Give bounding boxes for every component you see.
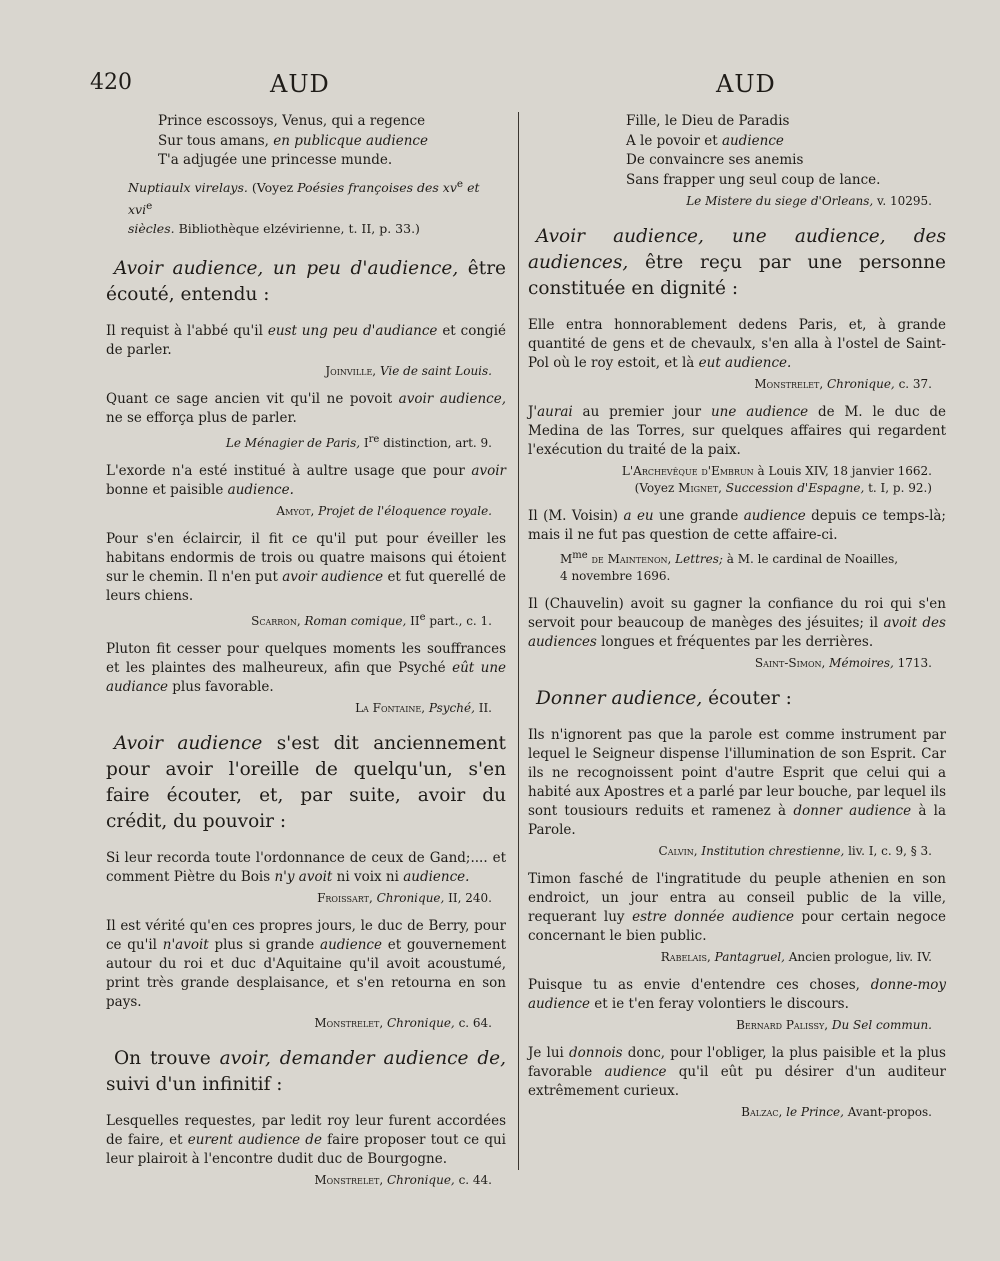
quotation: J'aurai au premier jour une audience de M. le duc de Medina de las Torres, sur quelques affaires qui regardent l'exécution du traité de la paix. — [528, 404, 946, 458]
quotation: Puisque tu as envie d'entendre ces choses, donne-moy audience et ie t'en feray volontiers le discours. — [528, 977, 946, 1012]
verse-quote: Fille, le Dieu de Paradis A le povoir et audience De convaincre ses anemis Sans frapper ung seul coup de lance. — [626, 113, 881, 188]
quotation: Pluton fit cesser pour quelques moments les souffrances et les plaintes des malheureux, afin que Psyché eût une audiance plus favorable. — [106, 640, 506, 695]
citation: Monstrelet, Chronique, c. 44. — [314, 1172, 492, 1187]
quotation: Timon fasché de l'ingratitude du peuple athenien en son endroict, un jour entra au conseil public de la ville, requerant luy estre donnée audience pour certain negoce concernant le bien public. — [528, 871, 946, 944]
verse-quote: Prince escossoys, Venus, qui a regence Sur tous amans, en publicque audience T'a adjugée une princesse munde. — [158, 113, 428, 168]
citation: Bernard Palissy, Du Sel commun. — [736, 1018, 932, 1032]
citation: Froissart, Chronique, II, 240. — [317, 890, 492, 905]
citation: $M^{me}$ de Maintenon, Lettres; à M. le cardinal de Noailles, 4 novembre 1696. — [560, 550, 899, 583]
quotation: Quant ce sage ancien vit qu'il ne povoit avoir audience, ne se efforça plus de parler. — [106, 390, 507, 426]
page-header — [0, 70, 1000, 104]
citation: Amyot, Projet de l'éloquence royale. — [276, 503, 492, 518]
citation: Le Mistere du siege d'Orleans, v. 10295. — [686, 194, 932, 208]
citation: Le Ménagier de Paris, Ire distinction, art. 9. — [225, 433, 492, 450]
quotation: Il (M. Voisin) a eu une grande audience depuis ce temps-là; mais il ne fut pas question de cette affaire-ci. — [528, 508, 946, 543]
quotation: Elle entra honnorablement dedens Paris, et, à grande quantité de gens et de chevaulx, s'en alla à l'ostel de Saint-Pol où le roy estoit, et là eut audience. — [528, 317, 946, 371]
page-number: 420 — [90, 70, 132, 95]
sense-heading: Donner audience, écouter : — [536, 688, 792, 709]
sense-heading: Avoir audience, un peu d'audience, être écouté, entendu : — [106, 257, 506, 305]
citation: Rabelais, Pantagruel, Ancien prologue, liv. IV. — [660, 950, 932, 964]
sense-heading: Avoir audience, une audience, des audiences, être reçu par une personne constituée en dignité : — [528, 226, 946, 299]
quotation: Si leur recorda toute l'ordonnance de ceux de Gand;.... et comment Piètre du Bois n'y avoit ni voix ni audience. — [106, 849, 506, 885]
column-divider — [518, 112, 519, 1170]
citation: (Voyez Mignet, Succession d'Espagne, t. I, p. 92.) — [634, 481, 932, 495]
quotation: Il (Chauvelin) avoit su gagner la confiance du roi qui s'en servoit pour beaucoup de manèges des jésuites; il avoit des audiences longues et fréquentes par les derrières. — [528, 596, 946, 650]
quotation: Il est vérité qu'en ces propres jours, le duc de Berry, pour ce qu'il n'avoit plus si grande audience et gouvernement autour du roi et duc d'Aquitaine qu'il avoit acoustumé, print très grande desplaisance, et s'en retourna en son pays. — [106, 917, 506, 1010]
quotation: Lesquelles requestes, par ledit roy leur furent accordées de faire, et eurent audience de faire proposer tout ce qui leur plairoit à l'encontre dudit duc de Bourgogne. — [106, 1112, 506, 1167]
quotation: Il requist à l'abbé qu'il eust ung peu d'audiance et congié de parler. — [106, 322, 506, 358]
quotation: Ils n'ignorent pas que la parole est comme instrument par lequel le Seigneur dispense l'illumination de son Esprit. Car ils ne recognoissent point d'autre Esprit que celui qui a habité aux Apostres et a parlé par leur bouche, par lequel ils sont tousiours reduits et ramenez à donner audience à la Parole. — [528, 727, 946, 838]
quotation: Pour s'en éclaircir, il fit ce qu'il put pour éveiller les habitans endormis de trois ou quatre maisons qui étoient sur le chemin. Il n'en put avoir audience et fut querellé de leurs chiens. — [106, 530, 506, 604]
running-head-right: AUD — [716, 70, 776, 98]
source-note: Nuptiaulx virelays. (Voyez Poésies françoises des $xv^e$ et xvi$^e$ siècles. Bibliothèque elzévirienne, t. II, p. 33.) — [128, 177, 480, 236]
citation: Monstrelet, Chronique, c. 37. — [754, 377, 932, 391]
citation: Scarron, Roman comique, IIe part., c. 1. — [251, 611, 492, 628]
right-column — [528, 112, 946, 1131]
running-head-left: AUD — [270, 70, 330, 98]
citation: La Fontaine, Psyché, II. — [355, 700, 492, 715]
citation: Joinville, Vie de saint Louis. — [325, 363, 492, 378]
quotation: Je lui donnois donc, pour l'obliger, la plus paisible et la plus favorable audience qu'il eût pu désirer d'un auditeur extrêmement curieux. — [528, 1045, 947, 1099]
left-column — [106, 112, 506, 1199]
citation: Monstrelet, Chronique, c. 64. — [314, 1015, 492, 1030]
citation: L'Archevêque d'Embrun à Louis XIV, 18 janvier 1662. — [621, 464, 932, 478]
citation: Calvin, Institution chrestienne, liv. I, c. 9, § 3. — [658, 844, 932, 858]
sense-heading: Avoir audience s'est dit anciennement pour avoir l'oreille de quelqu'un, s'en faire écouter, et, par suite, avoir du crédit, du pouvoir : — [106, 732, 506, 832]
sense-heading: On trouve avoir, demander audience de, suivi d'un infinitif : — [106, 1047, 506, 1095]
quotation: L'exorde n'a esté institué à aultre usage que pour avoir bonne et paisible audience. — [106, 462, 506, 498]
citation: Saint-Simon, Mémoires, 1713. — [754, 656, 932, 670]
citation: Balzac, le Prince, Avant-propos. — [741, 1105, 932, 1119]
